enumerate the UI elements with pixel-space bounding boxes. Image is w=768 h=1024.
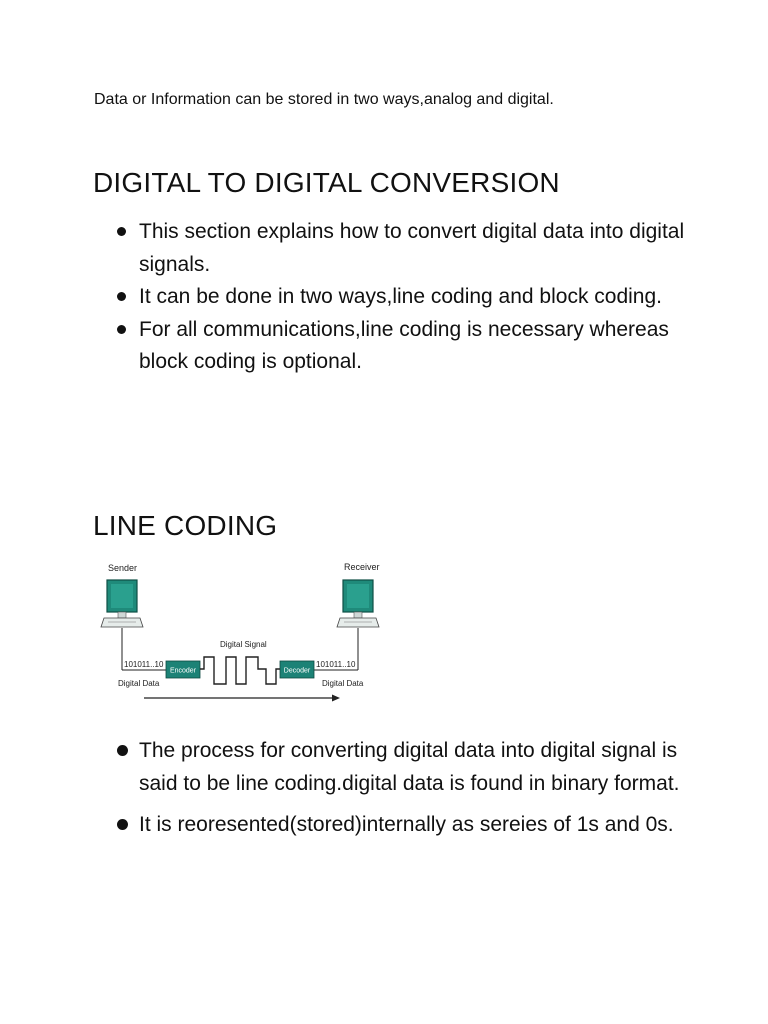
heading-line-coding: LINE CODING xyxy=(93,510,278,541)
right-digital-data-label: Digital Data xyxy=(322,679,364,688)
list-item-text: For all communications,line coding is necessary whereas block coding is optional. xyxy=(139,317,669,373)
sender-computer-icon xyxy=(101,580,143,627)
bullet-dot-icon xyxy=(117,745,128,756)
list-item-text: It can be done in two ways,line coding and block coding. xyxy=(139,285,663,308)
list-item-text: It is reoresented(stored)internally as sereies of 1s and 0s. xyxy=(139,813,674,836)
receiver-computer-icon xyxy=(337,580,379,627)
list-item xyxy=(139,314,699,379)
receiver-label: Receiver xyxy=(344,562,380,572)
line-coding-diagram xyxy=(100,555,380,705)
left-bit-string: 101011..10 xyxy=(124,660,164,669)
bullet-dot-icon xyxy=(117,819,128,830)
line-coding-bullet-list xyxy=(139,735,699,842)
bullet-dot-icon xyxy=(117,325,126,334)
direction-arrow-icon xyxy=(144,695,340,702)
bullet-dot-icon xyxy=(117,292,126,301)
list-item xyxy=(139,216,699,281)
left-digital-data-label: Digital Data xyxy=(118,679,160,688)
digital-signal-label: Digital Signal xyxy=(220,640,267,649)
bullet-dot-icon xyxy=(117,227,126,236)
encoder-label: Encoder xyxy=(169,667,197,675)
intro-text: Data or Information can be stored in two ways,analog and digital. xyxy=(94,91,554,108)
list-item xyxy=(139,281,699,314)
list-item xyxy=(139,809,699,842)
list-item xyxy=(139,735,699,800)
sender-label: Sender xyxy=(108,563,138,573)
right-bit-string: 101011..10 xyxy=(316,660,356,669)
heading-digital-to-digital: DIGITAL TO DIGITAL CONVERSION xyxy=(93,167,560,198)
conversion-bullet-list xyxy=(139,216,699,379)
list-item-text: The process for converting digital data into digital signal is said to be line coding.digital data is found in binary format. xyxy=(139,739,680,795)
digital-signal-waveform xyxy=(200,657,280,684)
decoder-label: Decoder xyxy=(283,667,311,675)
list-item-text: This section explains how to convert digital data into digital signals. xyxy=(139,220,685,276)
